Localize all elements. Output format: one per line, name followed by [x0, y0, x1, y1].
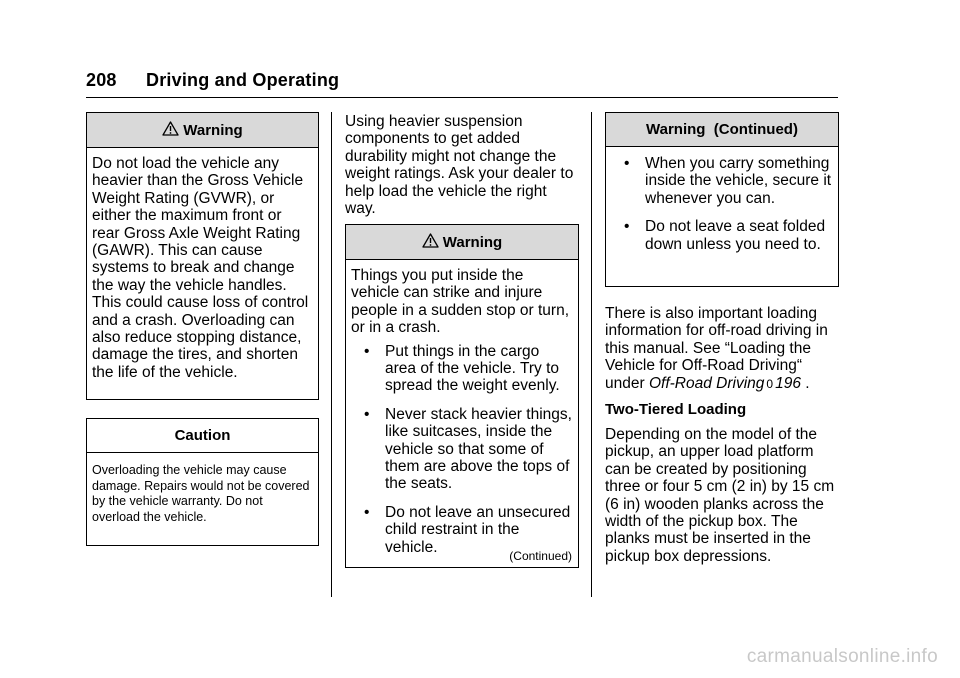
warning-box-continued: [605, 112, 839, 287]
warning-title: Warning (Continued): [646, 121, 798, 138]
warning-header: [606, 113, 838, 147]
caution-text: Overloading the vehicle may cause damage. Repairs would not be covered by the vehicle warranty. Do not overload the vehicle.: [92, 463, 310, 524]
warning-triangle-icon: [422, 233, 439, 248]
caution-box: [86, 418, 319, 546]
warning-title: Warning: [442, 233, 503, 251]
section-title: Driving and Operating: [146, 70, 340, 90]
page-number: 208: [86, 70, 117, 90]
list-item: • Do not leave an unsecured child restraint in the vehicle.: [364, 503, 571, 556]
page-header: [86, 70, 339, 91]
warning-box-overload: [86, 112, 319, 400]
warning-title: Warning: [183, 121, 243, 139]
list-item: • Put things in the cargo area of the vehicle. Try to spread the weight evenly.: [364, 342, 560, 395]
caution-header: [87, 419, 318, 453]
page-reference-number[interactable]: 196: [775, 374, 801, 392]
warning-triangle-icon: [162, 121, 179, 136]
list-item: • Never stack heavier things, like suitcases, inside the vehicle so that some of them are above the tops of the seats.: [364, 405, 572, 493]
two-tier-paragraph: Depending on the model of the pickup, an upper load platform can be created by positioning three or four 5 cm (2 in) by 15 cm (6 in) wooden planks across the width of the pickup box. The planks must be inserted in the pickup box depressions.: [605, 426, 835, 565]
cross-reference-link[interactable]: Off-Road Driving: [648, 374, 765, 392]
column-divider-1: [331, 112, 332, 597]
warning-text: Do not load the vehicle any heavier than the Gross Vehicle Weight Rating (GVWR), or either the maximum front or rear Gross Axle Weight Rating (GAWR). This can cause systems to break and change the way the vehicle handles. This could cause loss of control and a crash. Overloading can also reduce stopping distance, damage the tires, and shorten the life of the vehicle.: [92, 155, 309, 381]
warning-header: [87, 113, 318, 148]
warning-header: [346, 225, 578, 260]
loading-info-paragraph: There is also important loading information for off-road driving in this manual. See “Loading the Vehicle for Off-Road Driving“ under Off-Road Driving 0 196 .: [605, 305, 828, 392]
header-rule: [86, 97, 838, 98]
list-item: • When you carry something inside the vehicle, secure it whenever you can.: [624, 155, 832, 207]
section-subheading: Two-Tiered Loading: [605, 401, 747, 418]
column-divider-2: [591, 112, 592, 597]
page-reference-icon: 0: [766, 376, 774, 391]
list-item: • Do not leave a seat folded down unless you need to.: [624, 218, 826, 253]
watermark: carmanualsonline.info: [746, 646, 938, 667]
caution-title: Caution: [174, 427, 231, 444]
warning-bullet-list: [611, 155, 833, 253]
intro-paragraph: Using heavier suspension components to get added durability might not change the weight ratings. Ask your dealer to help load the vehicle the right way.: [345, 113, 574, 218]
continued-label: (Continued): [509, 549, 572, 563]
warning-bullet-list: [351, 343, 573, 556]
warning-text: Things you put inside the vehicle can strike and injure people in a sudden stop or turn, or in a crash.: [351, 267, 570, 337]
warning-box-cargo: [345, 224, 579, 568]
